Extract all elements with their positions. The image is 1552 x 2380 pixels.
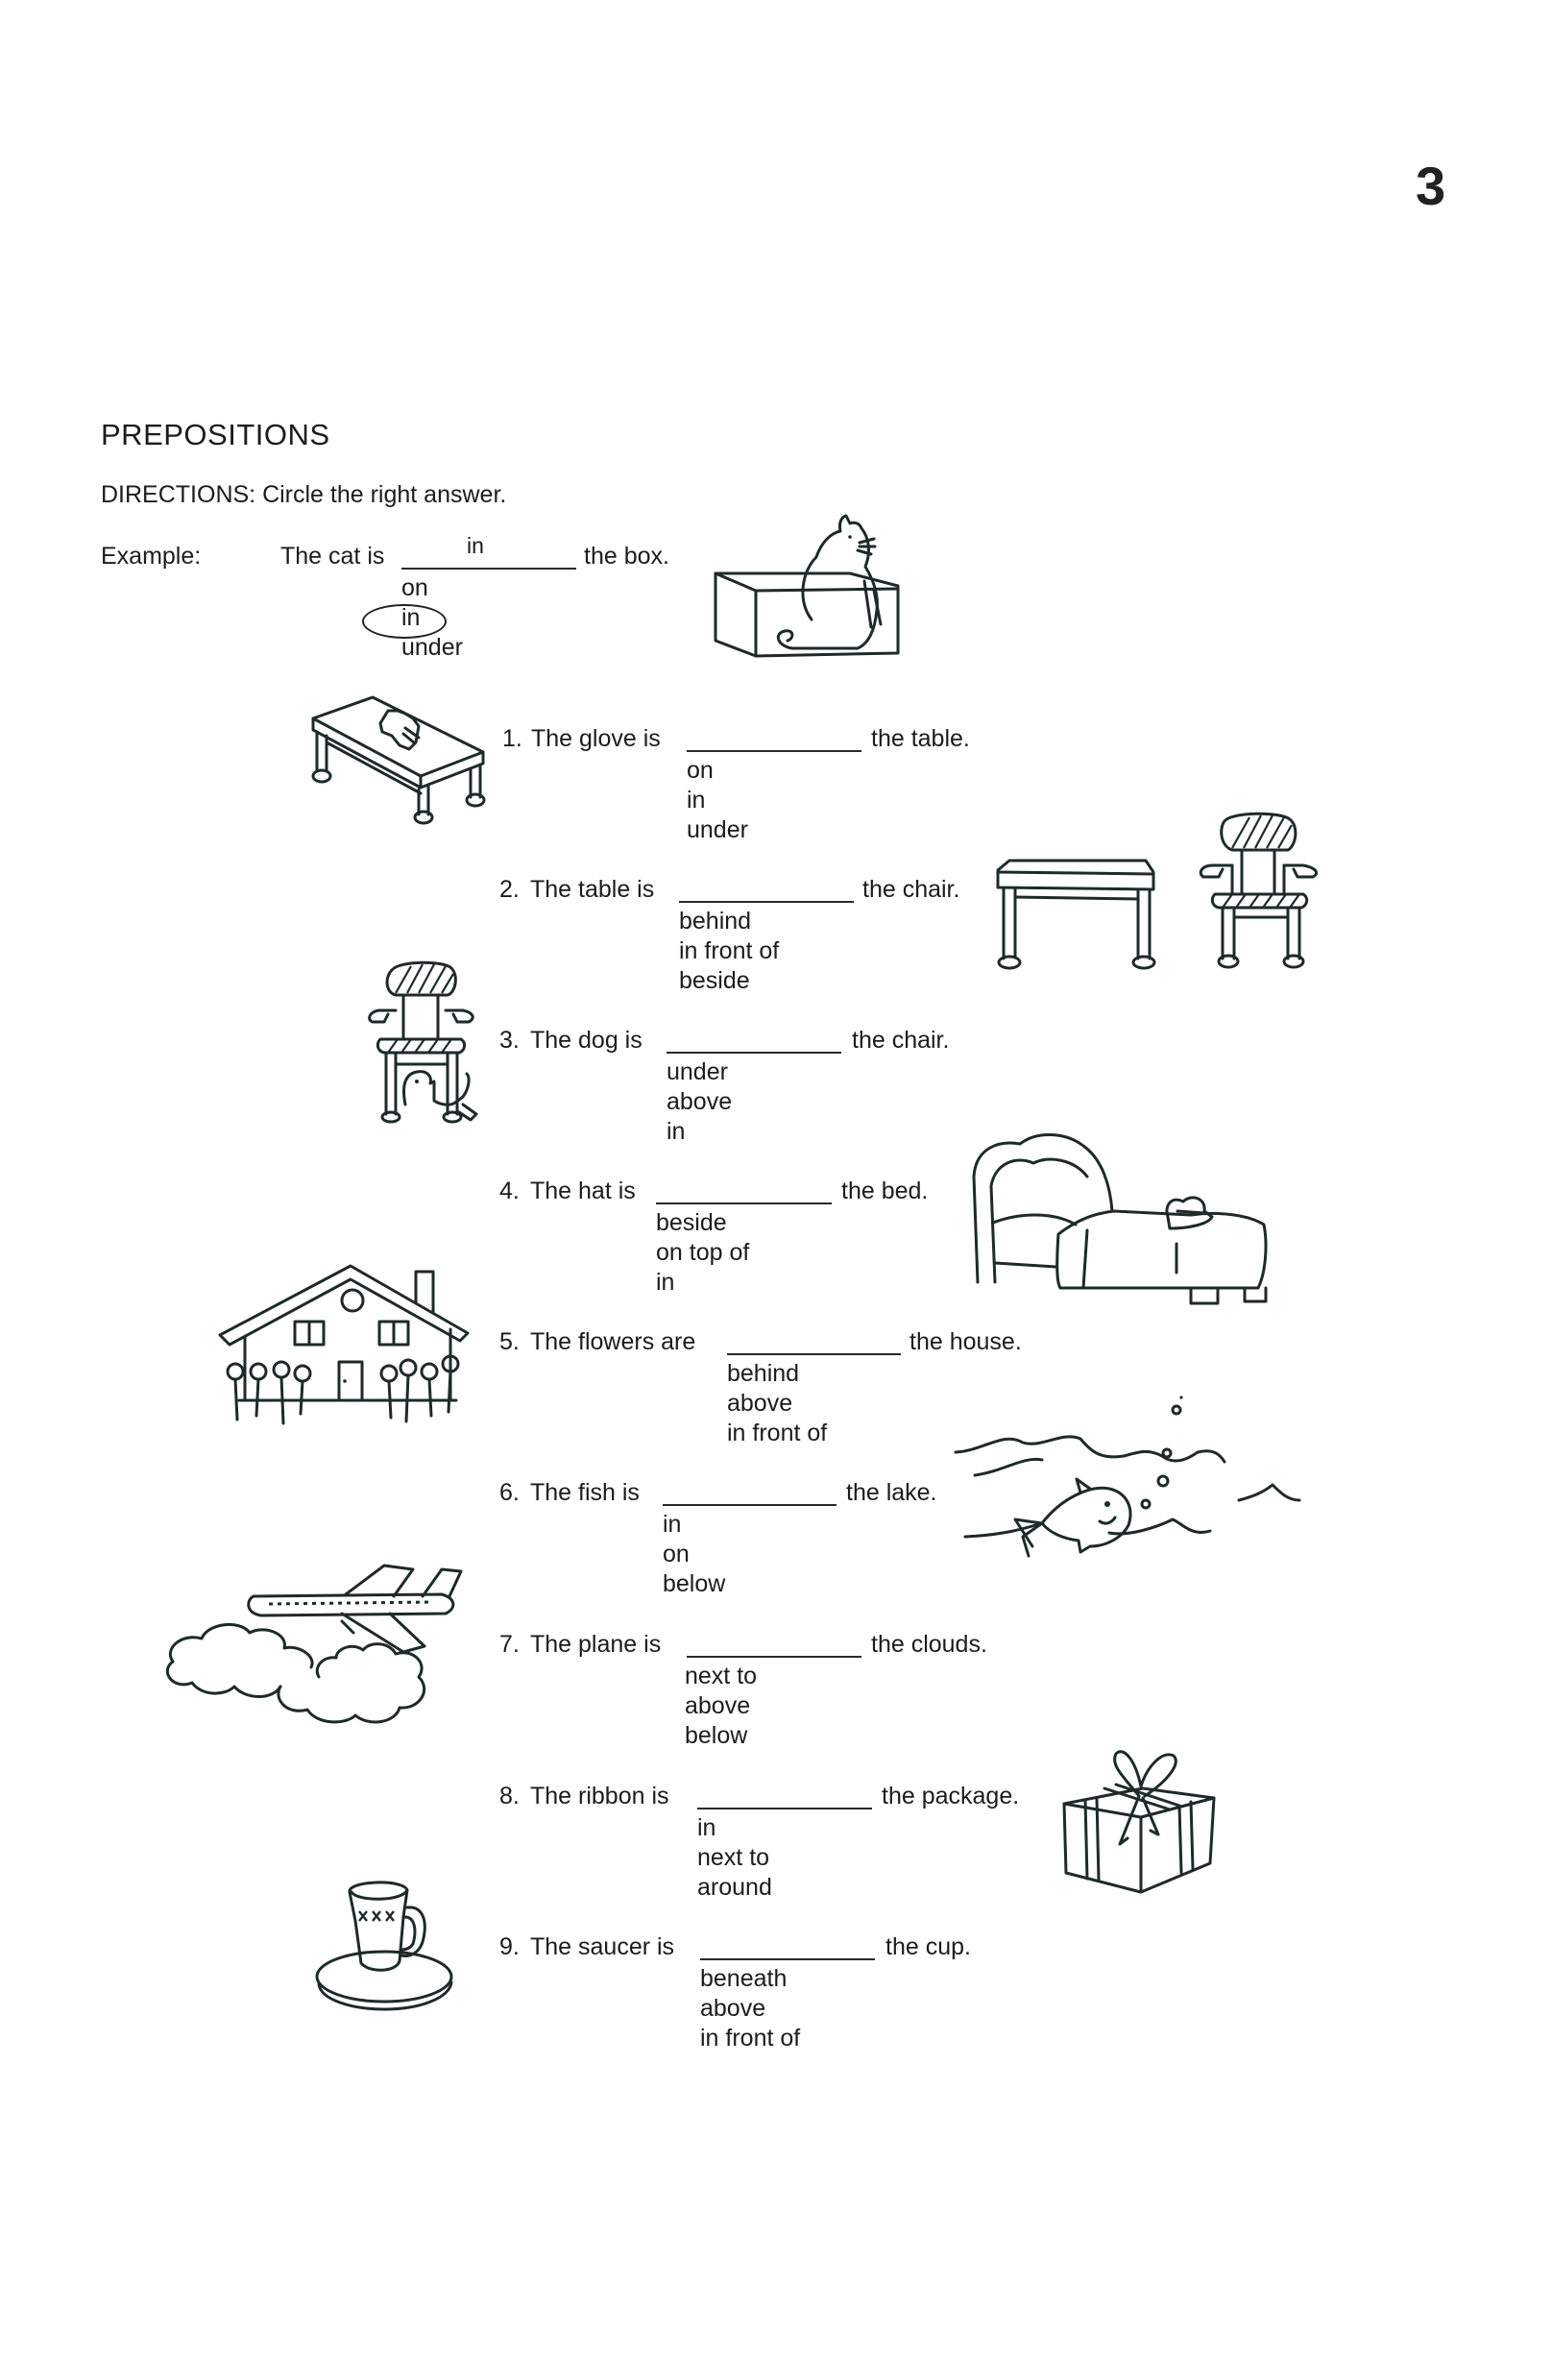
- example-option: under: [401, 634, 463, 661]
- page-number: 3: [1416, 156, 1446, 216]
- table-illustration: [992, 853, 1160, 973]
- option[interactable]: above: [727, 1390, 793, 1417]
- option-list: [656, 1208, 749, 1298]
- example-answer: in: [467, 533, 484, 558]
- option[interactable]: on top of: [656, 1239, 750, 1266]
- example-option-circled: in: [401, 604, 421, 631]
- option-list: [667, 1057, 732, 1147]
- option[interactable]: in: [663, 1511, 682, 1538]
- answer-circle: [362, 604, 447, 639]
- answer-blank[interactable]: [727, 1353, 901, 1355]
- option[interactable]: next to: [697, 1844, 770, 1871]
- question-number: 6.: [499, 1479, 520, 1506]
- example-option: on: [401, 574, 428, 601]
- option[interactable]: behind: [679, 908, 752, 935]
- hat-on-bed-illustration: [960, 1129, 1282, 1301]
- option[interactable]: beside: [679, 967, 750, 994]
- question-number: 2.: [499, 876, 520, 903]
- option[interactable]: under: [667, 1058, 728, 1085]
- answer-blank[interactable]: [663, 1504, 837, 1506]
- option[interactable]: next to: [685, 1663, 758, 1689]
- option[interactable]: in: [687, 787, 706, 814]
- question-stem: The saucer is: [530, 1933, 675, 1960]
- option[interactable]: in: [667, 1118, 686, 1145]
- option[interactable]: under: [687, 816, 748, 843]
- answer-blank[interactable]: [697, 1808, 872, 1809]
- cat-in-box-illustration: [706, 514, 908, 668]
- question-number: 7.: [499, 1631, 520, 1658]
- armchair-illustration: [1194, 810, 1328, 973]
- question-stem: The glove is: [531, 725, 661, 752]
- answer-blank[interactable]: [656, 1202, 832, 1204]
- option[interactable]: on: [663, 1541, 690, 1567]
- question-end: the package.: [882, 1783, 1020, 1809]
- option-list: [687, 756, 748, 845]
- option[interactable]: beside: [656, 1209, 727, 1236]
- question-stem: The dog is: [530, 1027, 643, 1054]
- option[interactable]: in front of: [679, 937, 780, 964]
- option-list: [700, 1964, 800, 2053]
- question-end: the lake.: [846, 1479, 937, 1506]
- answer-blank[interactable]: [700, 1958, 875, 1960]
- option[interactable]: below: [685, 1722, 748, 1749]
- option[interactable]: in front of: [727, 1420, 828, 1446]
- question-number: 4.: [499, 1178, 520, 1204]
- question-end: the clouds.: [871, 1631, 987, 1658]
- option[interactable]: above: [700, 1995, 766, 2022]
- question-stem: The ribbon is: [530, 1783, 669, 1809]
- glove-on-table-illustration: [305, 690, 497, 819]
- question-number: 8.: [499, 1783, 520, 1809]
- question-number: 5.: [499, 1328, 520, 1355]
- answer-blank[interactable]: [687, 1656, 861, 1658]
- option[interactable]: in front of: [700, 2025, 801, 2052]
- answer-blank[interactable]: [667, 1052, 841, 1054]
- answer-blank[interactable]: [679, 901, 854, 903]
- option[interactable]: in: [656, 1269, 675, 1296]
- example-blank: [401, 568, 576, 570]
- option-list: [727, 1359, 827, 1448]
- question-number: 1.: [502, 725, 522, 752]
- question-stem: The flowers are: [530, 1328, 696, 1355]
- question-end: the cup.: [885, 1933, 971, 1960]
- answer-blank[interactable]: [687, 750, 861, 752]
- question-number: 3.: [499, 1027, 520, 1054]
- option[interactable]: on: [687, 757, 714, 784]
- example-stem: The cat is: [280, 543, 385, 570]
- option[interactable]: in: [697, 1814, 716, 1841]
- option[interactable]: below: [663, 1570, 726, 1597]
- example-end: the box.: [584, 543, 669, 570]
- option-list: [679, 907, 779, 996]
- cup-and-saucer-illustration: [307, 1873, 461, 2017]
- dog-under-chair-illustration: [363, 960, 512, 1133]
- question-stem: The plane is: [530, 1631, 662, 1658]
- option-list: [663, 1510, 725, 1599]
- question-number: 9.: [499, 1933, 520, 1960]
- option-list: [685, 1662, 757, 1751]
- question-stem: The fish is: [530, 1479, 640, 1506]
- house-with-flowers-illustration: [216, 1258, 475, 1426]
- fish-in-lake-illustration: [946, 1393, 1349, 1561]
- option[interactable]: beneath: [700, 1965, 788, 1992]
- question-end: the chair.: [862, 876, 960, 903]
- plane-above-clouds-illustration: [154, 1556, 499, 1738]
- page-title: PREPOSITIONS: [101, 418, 330, 451]
- option-list: [697, 1813, 772, 1903]
- option[interactable]: behind: [727, 1360, 800, 1387]
- question-end: the bed.: [841, 1178, 929, 1204]
- option[interactable]: above: [667, 1088, 733, 1115]
- option[interactable]: around: [697, 1874, 772, 1901]
- gift-package-illustration: [1056, 1738, 1220, 1892]
- option[interactable]: above: [685, 1692, 751, 1719]
- question-stem: The table is: [530, 876, 655, 903]
- question-end: the house.: [909, 1328, 1022, 1355]
- example-label: Example:: [101, 543, 202, 570]
- question-stem: The hat is: [530, 1178, 636, 1204]
- directions-text: DIRECTIONS: Circle the right answer.: [101, 481, 507, 508]
- question-end: the chair.: [852, 1027, 950, 1054]
- question-end: the table.: [871, 725, 970, 752]
